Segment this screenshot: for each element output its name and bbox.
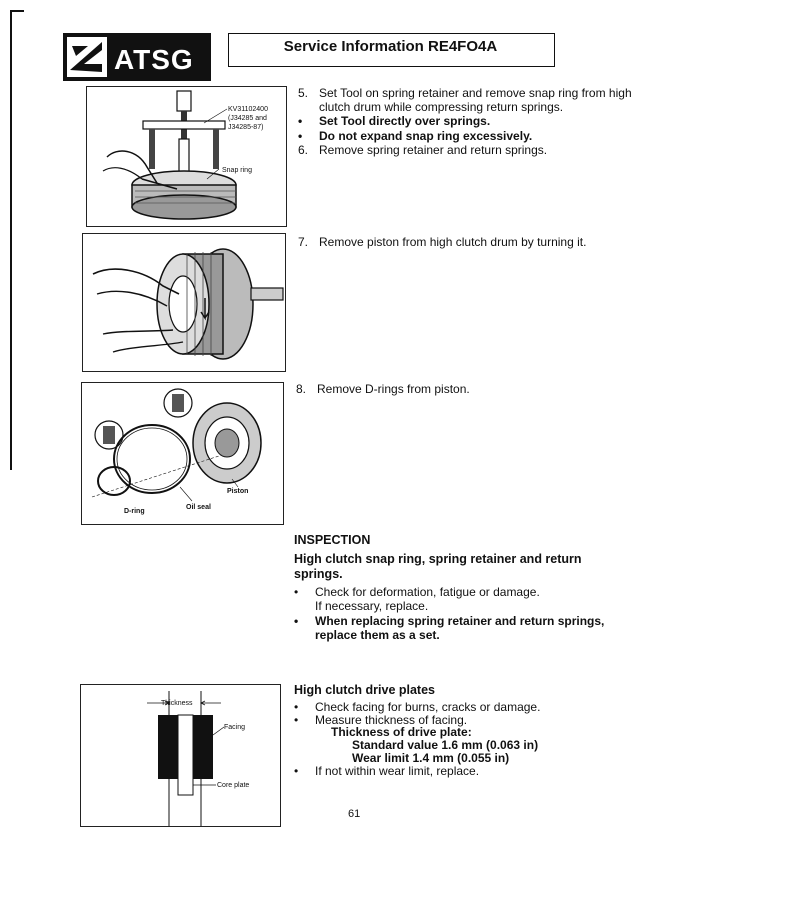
svg-text:J34285-87): J34285-87) xyxy=(228,124,264,131)
svg-text:Oil seal: Oil seal xyxy=(186,504,211,511)
svg-text:ATSG: ATSG xyxy=(114,44,194,75)
svg-text:Piston: Piston xyxy=(227,488,249,495)
svg-text:D-ring: D-ring xyxy=(124,508,145,515)
svg-text:Facing: Facing xyxy=(224,724,246,731)
svg-text:Core plate: Core plate xyxy=(217,782,250,789)
atsg-logo xyxy=(62,32,212,82)
section-drive-plates-title: High clutch drive plates xyxy=(294,683,436,697)
bullet-do-not-expand: • Do not expand snap ring excessively. xyxy=(298,129,533,143)
svg-text:(J34285 and: (J34285 and xyxy=(228,115,267,122)
svg-text:Thickness: Thickness xyxy=(161,700,193,707)
figure-drive-plate-thickness xyxy=(80,684,281,827)
corner-mark-horizontal xyxy=(10,10,24,12)
bullet-measure-thickness: • Measure thickness of facing. xyxy=(294,713,468,727)
spec-wear-limit: Wear limit 1.4 mm (0.055 in) xyxy=(352,751,510,765)
bullet-set-tool: • Set Tool directly over springs. xyxy=(298,114,491,128)
svg-text:Snap ring: Snap ring xyxy=(222,167,252,174)
spec-title: Thickness of drive plate: xyxy=(331,725,472,739)
bullet-check-deformation: • Check for deformation, fatigue or damage. If necessary, replace. xyxy=(294,585,540,613)
page-number: 61 xyxy=(348,808,361,820)
step-7: 7. Remove piston from high clutch drum by turning it. xyxy=(298,235,587,249)
inspection-heading: INSPECTION xyxy=(294,533,371,547)
bullet-check-facing: • Check facing for burns, cracks or damage. xyxy=(294,700,541,714)
section-snap-ring-title: High clutch snap ring, spring retainer and return springs. xyxy=(294,552,582,581)
bullet-replace-if-worn: • If not within wear limit, replace. xyxy=(294,764,480,778)
page-title: Service Information RE4FO4A xyxy=(283,38,498,55)
figure-snap-ring-removal xyxy=(86,86,287,227)
step-8: 8. Remove D-rings from piston. xyxy=(296,382,470,396)
spec-standard-value: Standard value 1.6 mm (0.063 in) xyxy=(352,738,539,752)
corner-mark-vertical xyxy=(10,10,12,470)
svg-text:KV31102400: KV31102400 xyxy=(228,106,268,113)
step-6: 6. Remove spring retainer and return springs. xyxy=(298,143,548,157)
figure-piston-removal xyxy=(82,233,286,372)
step-5: 5. Set Tool on spring retainer and remove snap ring from high clutch drum while compressing return springs. xyxy=(298,86,632,114)
bullet-replace-as-set: • When replacing spring retainer and return springs, replace them as a set. xyxy=(294,614,605,642)
figure-d-ring-removal xyxy=(81,382,284,525)
